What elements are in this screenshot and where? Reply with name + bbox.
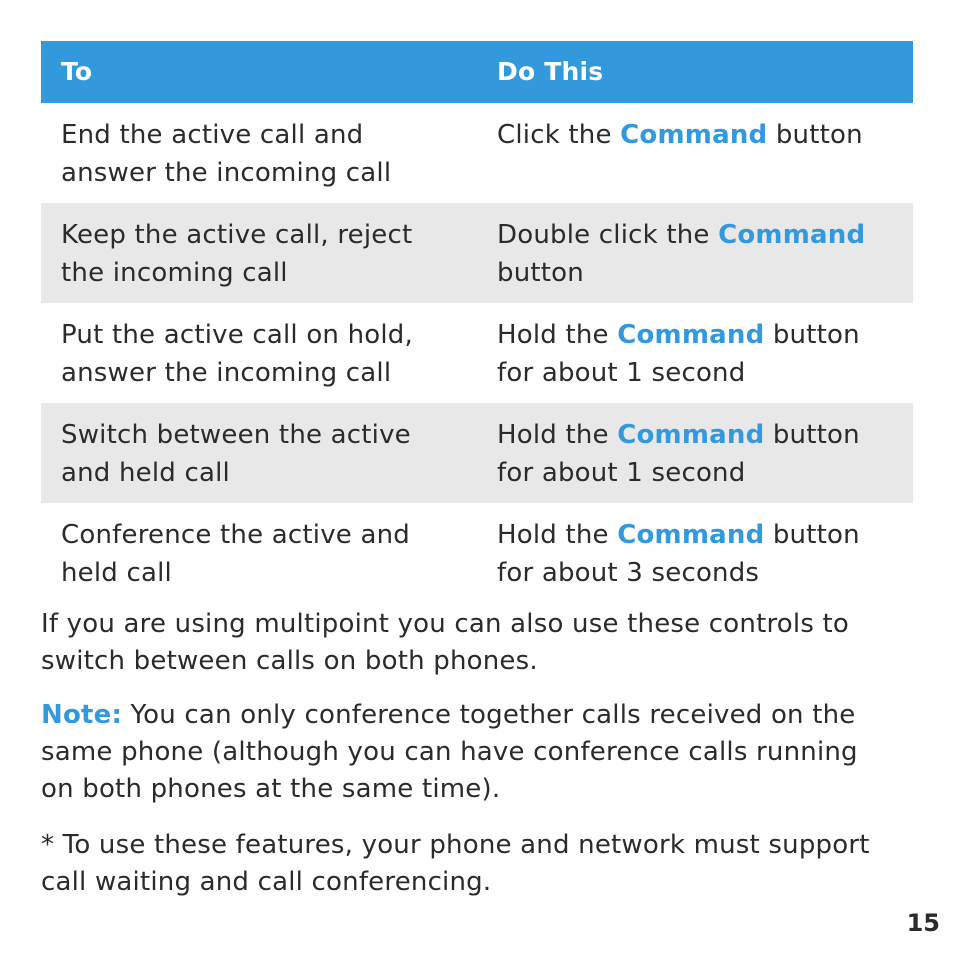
cell-line [497,116,913,154]
table-cell-do [477,503,913,603]
command-highlight: Command [718,220,866,250]
table-row [41,503,913,603]
cell-line: answer the incoming call [61,358,392,388]
cell-line: the incoming call [61,258,288,288]
table-header-row [41,41,913,103]
cell-text: Double click the [497,220,719,250]
table-cell-to [41,503,477,603]
note-label: Note: [41,700,123,730]
command-highlight: Command [617,320,765,350]
page-number: 15 [906,909,940,937]
cell-line: held call [61,558,172,588]
cell-line: Switch between the active [61,420,411,450]
paragraph-line: same phone (although you can have conference calls running [41,737,858,767]
table-cell-do [477,403,913,503]
cell-text: button [764,420,860,450]
cell-text: Hold the [497,420,618,450]
paragraph-line: on both phones at the same time). [41,774,501,804]
cell-text: button [767,120,863,150]
note-paragraph [41,697,913,808]
cell-line: and held call [61,458,230,488]
table-row [41,103,913,203]
controls-table [41,41,913,603]
table-cell-do [477,303,913,403]
multipoint-paragraph [41,606,913,680]
cell-text: Hold the [497,320,618,350]
table-row [41,303,913,403]
cell-line [497,516,913,554]
paragraph-line: call waiting and call conferencing. [41,867,492,897]
table-row [41,203,913,303]
cell-line: Put the active call on hold, [61,320,413,350]
paragraph-line: If you are using multipoint you can also use these controls to [41,609,850,639]
header-do-this: Do This [497,57,604,86]
header-to: To [61,57,93,86]
table-cell-to [41,103,477,203]
footnote-paragraph [41,827,913,901]
cell-line [497,316,913,354]
table-row [41,403,913,503]
paragraph-line: switch between calls on both phones. [41,646,538,676]
cell-text: Hold the [497,520,618,550]
cell-line: End the active call and [61,120,364,150]
table-cell-do [477,103,913,203]
cell-line: for about 1 second [497,358,746,388]
cell-line: button [497,258,584,288]
cell-line: Keep the active call, reject [61,220,413,250]
table-cell-to [41,403,477,503]
cell-text: Click the [497,120,621,150]
cell-text: button [764,320,860,350]
command-highlight: Command [620,120,768,150]
note-text: You can only conference together calls received on the [122,700,856,730]
table-cell-to [41,303,477,403]
cell-line: for about 3 seconds [497,558,760,588]
cell-line [497,216,913,254]
paragraph-line [41,697,913,734]
cell-text: button [764,520,860,550]
paragraph-line: * To use these features, your phone and network must support [41,830,870,860]
table-cell-to [41,203,477,303]
cell-line: Conference the active and [61,520,410,550]
command-highlight: Command [617,420,765,450]
command-highlight: Command [617,520,765,550]
cell-line: for about 1 second [497,458,746,488]
cell-line [497,416,913,454]
cell-line: answer the incoming call [61,158,392,188]
table-cell-do [477,203,913,303]
